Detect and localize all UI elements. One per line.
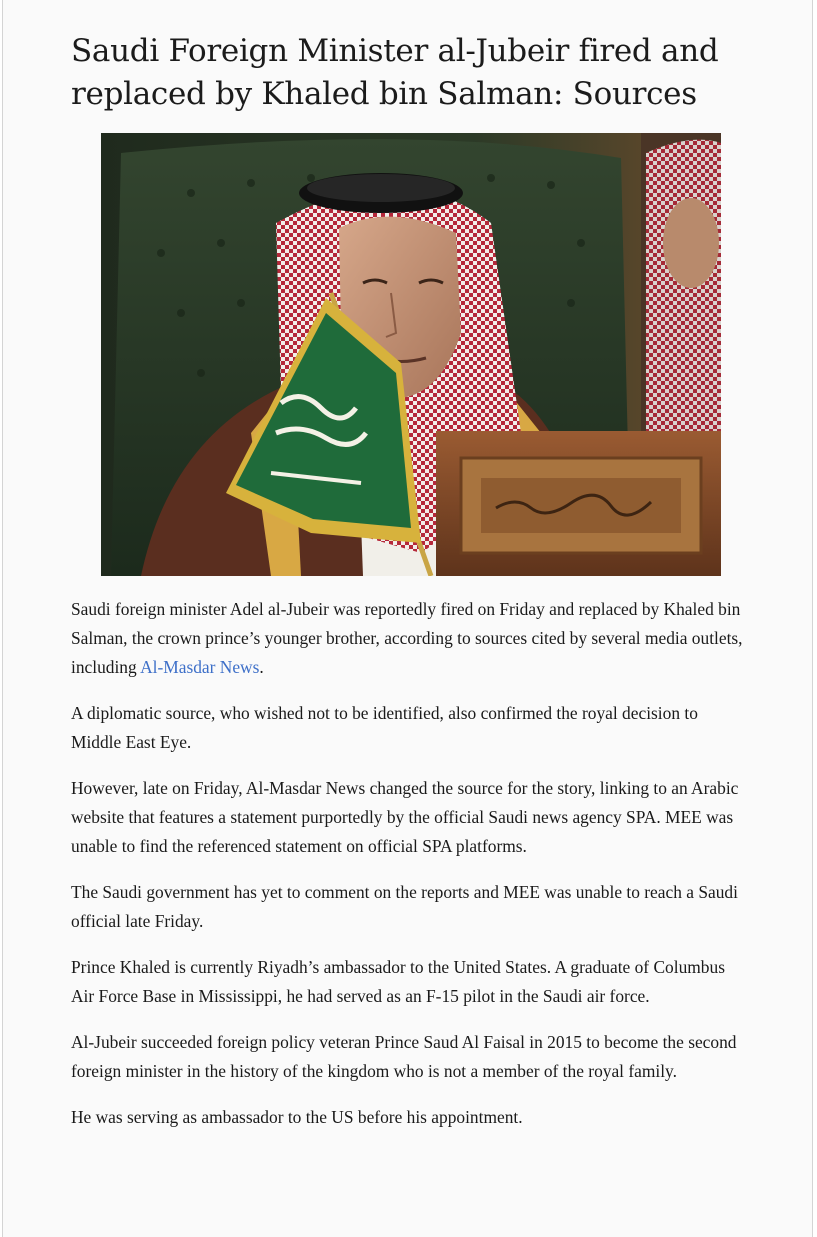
paragraph-1-end: . — [259, 657, 264, 677]
paragraph-7: He was serving as ambassador to the US before his appointment. — [71, 1107, 523, 1127]
paragraph-1 — [71, 595, 751, 682]
article-body — [71, 595, 751, 1149]
al-masdar-news-link[interactable]: Al-Masdar News — [140, 657, 260, 677]
paragraph-4: The Saudi government has yet to comment on the reports and MEE was unable to reach a Saudi official late Friday. — [71, 882, 738, 931]
hero-photo — [101, 133, 721, 576]
paragraph-3: However, late on Friday, Al-Masdar News changed the source for the story, linking to an Arabic website that features a statement purportedly by the official Saudi news agency SPA. MEE was unable to find the referenced statement on official SPA platforms. — [71, 778, 739, 856]
hero-photo-illustration — [101, 133, 721, 576]
paragraph-1-text: Saudi foreign minister Adel al-Jubeir was reportedly fired on Friday and replaced by Khaled bin Salman, the crown prince’s younger brother, according to sources cited by several media outlets, including — [71, 599, 743, 677]
article — [71, 30, 751, 1127]
article-page — [2, 0, 813, 1237]
paragraph-2: A diplomatic source, who wished not to be identified, also confirmed the royal decision to Middle East Eye. — [71, 703, 698, 752]
paragraph-5: Prince Khaled is currently Riyadh’s ambassador to the United States. A graduate of Columbus Air Force Base in Mississippi, he had served as an F-15 pilot in the Saudi air force. — [71, 957, 725, 1006]
article-title: Saudi Foreign Minister al-Jubeir fired and replaced by Khaled bin Salman: Sources — [71, 33, 719, 112]
paragraph-6: Al-Jubeir succeeded foreign policy veteran Prince Saud Al Faisal in 2015 to become the second foreign minister in the history of the kingdom who is not a member of the royal family. — [71, 1032, 737, 1081]
